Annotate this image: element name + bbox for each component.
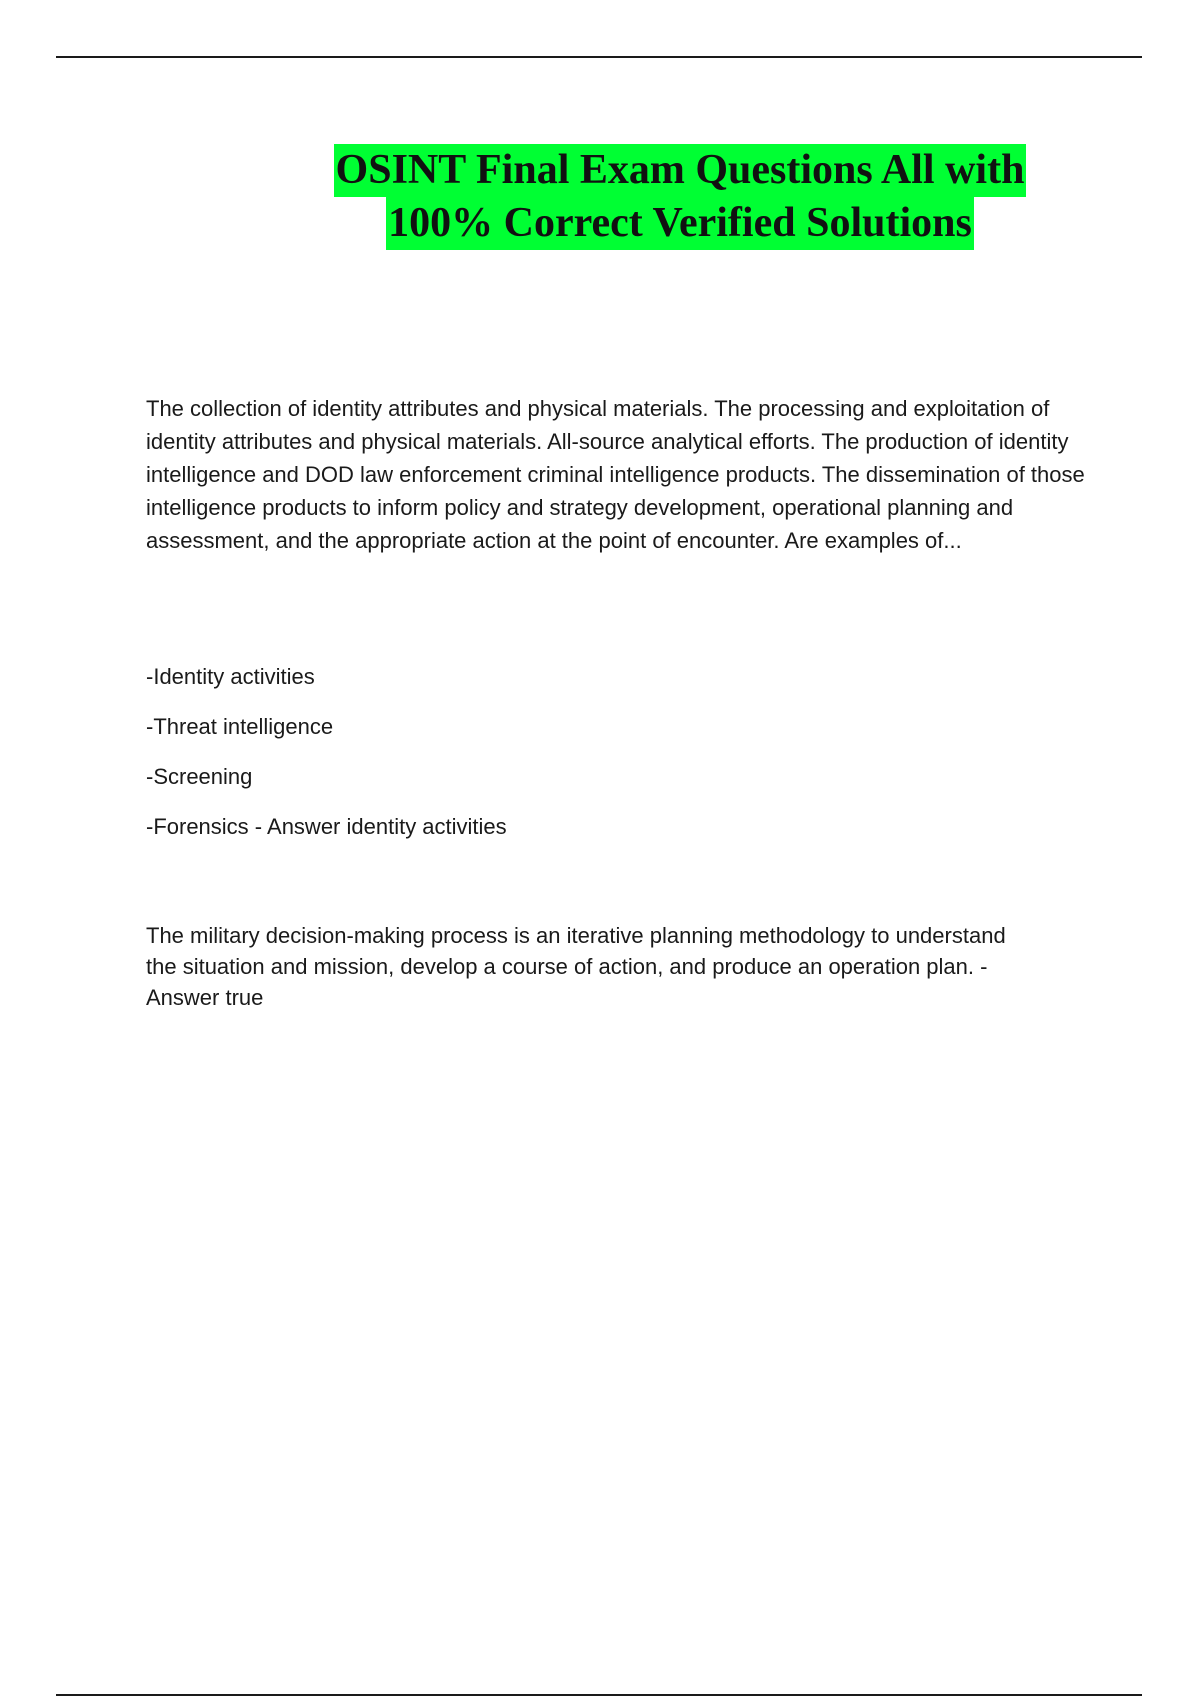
bottom-rule <box>56 1694 1142 1696</box>
question-1-text: The collection of identity attributes and physical materials. The processing and exploitation of identity attributes and physical materials. All-source analytical efforts. The production of identity intelligence and DOD law enforcement criminal intelligence products. The dissemination of those intelligence products to inform policy and strategy development, operational planning and assessment, and the appropriate action at the point of encounter. Are examples of... <box>146 396 1085 553</box>
option-item: -Threat intelligence <box>146 714 334 739</box>
title-line-2: 100% Correct Verified Solutions <box>386 197 974 250</box>
question-1-options <box>146 660 1096 860</box>
option-item: -Forensics - Answer identity activities <box>146 814 507 839</box>
question-2-text: The military decision-making process is an iterative planning methodology to understand the situation and mission, develop a course of action, and produce an operation plan. - Answer true <box>146 923 1006 1010</box>
document-title <box>240 144 1120 250</box>
top-rule <box>56 56 1142 58</box>
option-item: -Screening <box>146 764 253 789</box>
title-line-1: OSINT Final Exam Questions All with <box>334 144 1027 197</box>
option-item: -Identity activities <box>146 664 315 689</box>
